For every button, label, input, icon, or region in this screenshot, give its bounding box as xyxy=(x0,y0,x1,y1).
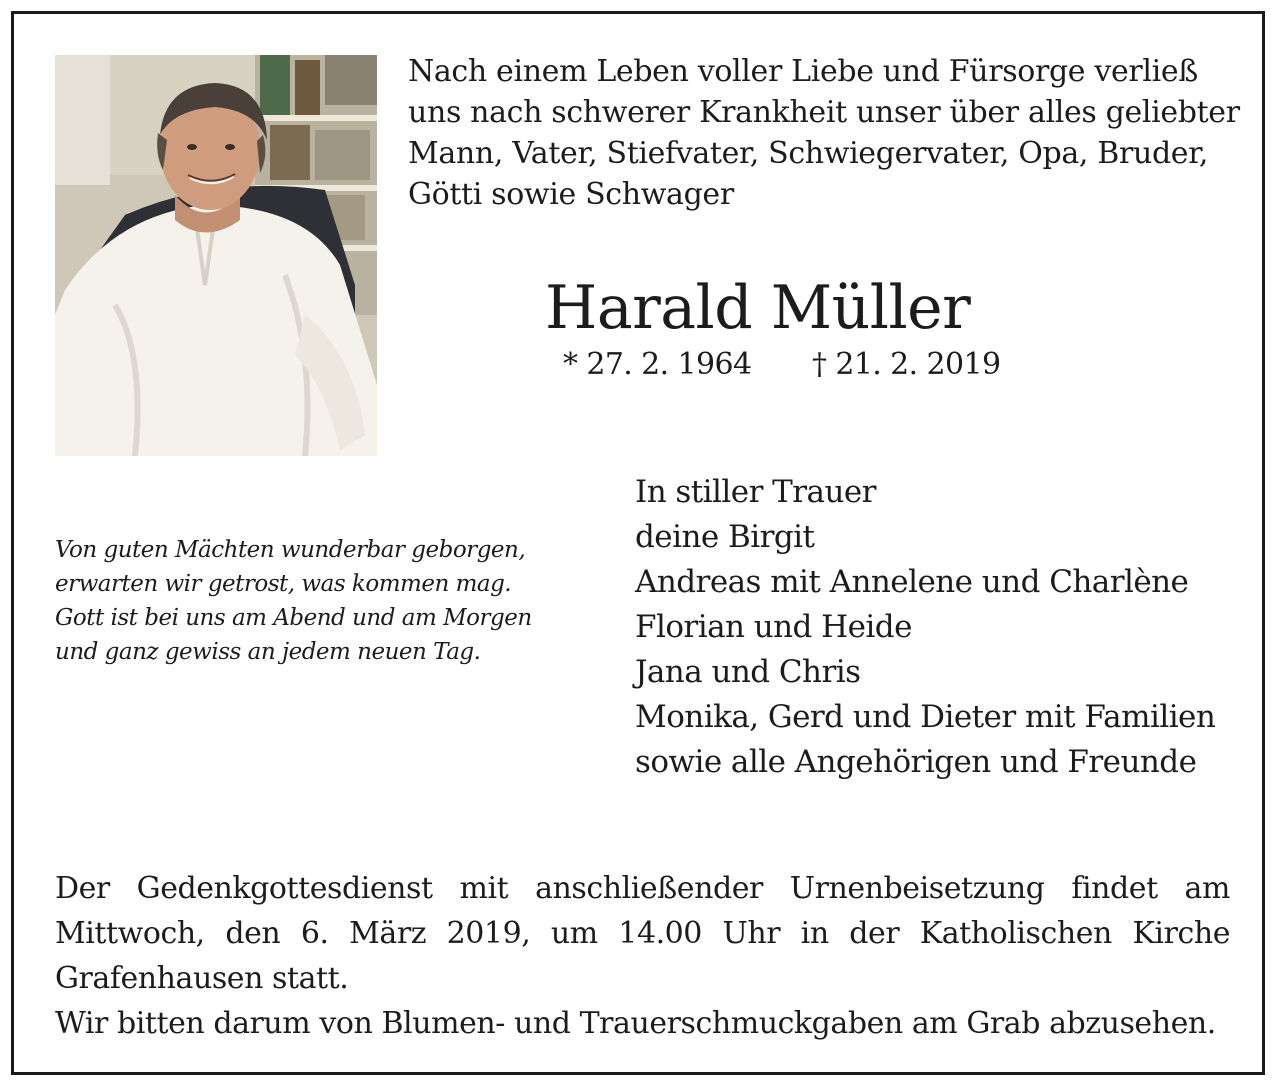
intro-line: uns nach schwerer Krankheit unser über alles geliebter xyxy=(408,95,1240,130)
deceased-name: Harald Müller xyxy=(545,273,971,343)
death-date: † 21. 2. 2019 xyxy=(812,347,1001,382)
mourner-line: Monika, Gerd und Dieter mit Familien xyxy=(635,699,1216,735)
intro-line: Mann, Vater, Stiefvater, Schwiegervater, Opa, Bruder, xyxy=(408,136,1209,171)
service-line: Der Gedenkgottesdienst mit anschließender Urnenbeisetzung findet am xyxy=(55,871,1230,906)
service-notice xyxy=(55,866,1230,1046)
quote-line: und ganz gewiss an jedem neuen Tag. xyxy=(55,639,481,665)
quote-line: Von guten Mächten wunderbar geborgen, xyxy=(55,537,526,563)
mourner-line: Florian und Heide xyxy=(635,609,912,645)
intro-text xyxy=(408,51,1240,215)
poem-quote xyxy=(55,533,595,669)
intro-line: Nach einem Leben voller Liebe und Fürsorge verließ xyxy=(408,54,1198,89)
service-line: Mittwoch, den 6. März 2019, um 14.00 Uhr in der Katholischen Kirche xyxy=(55,916,1230,951)
mourner-line: Jana und Chris xyxy=(635,654,861,690)
mourners-list xyxy=(635,470,1235,785)
intro-line: Götti sowie Schwager xyxy=(408,177,734,212)
quote-line: Gott ist bei uns am Abend und am Morgen xyxy=(55,605,532,631)
quote-line: erwarten wir getrost, was kommen mag. xyxy=(55,571,512,597)
birth-date: * 27. 2. 1964 xyxy=(563,347,752,382)
mourner-line: sowie alle Angehörigen und Freunde xyxy=(635,744,1197,780)
service-line: Grafenhausen statt. xyxy=(55,961,349,996)
mourner-line: Andreas mit Annelene und Charlène xyxy=(635,564,1189,600)
mourner-line: deine Birgit xyxy=(635,519,815,555)
portrait-photo xyxy=(55,55,377,456)
service-line: Wir bitten darum von Blumen- und Trauerschmuckgaben am Grab abzusehen. xyxy=(55,1006,1216,1041)
mourner-line: In stiller Trauer xyxy=(635,474,876,510)
